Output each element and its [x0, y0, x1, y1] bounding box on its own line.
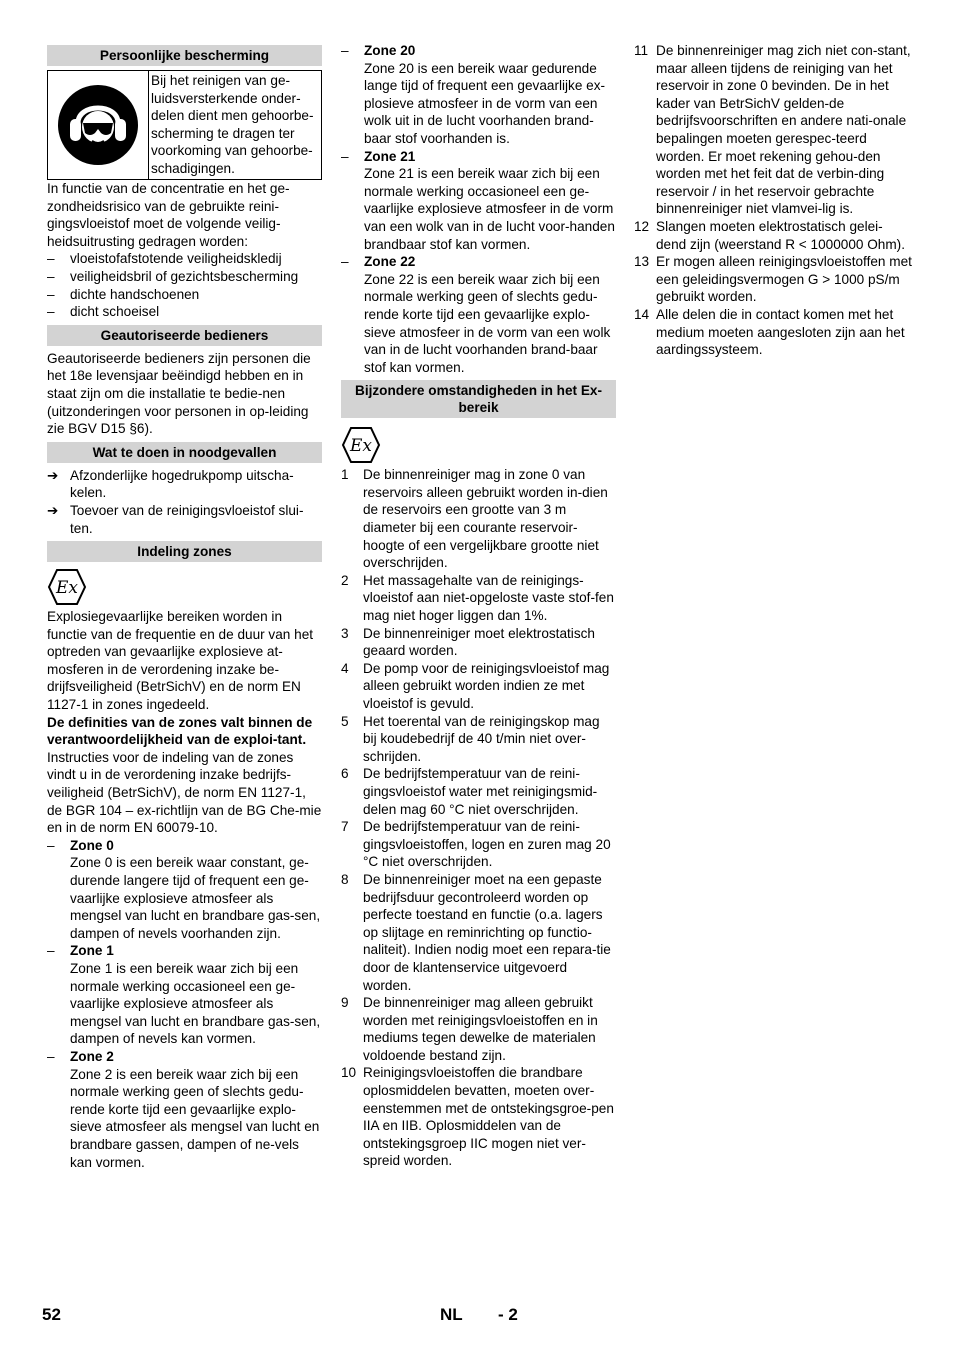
list-item: 6 De bedrijfstemperatuur van de reini-gingsvloeistof water met reinigingsmid-delen mag 60 °C niet overschrijden.: [341, 766, 598, 817]
section-number: - 2: [498, 1305, 518, 1324]
list-item: 8 De binnenreiniger moet na een gepaste bedrijfsduur gecontroleerd worden op perfecte toestand en functie (o.a. lagers op slijtage en reminrichting op functio-naliteit). Indien nodig moet een repara-tie door de klantenservice uitgevoerd worden.: [341, 871, 611, 993]
zone-entry: – Zone 21 Zone 21 is een bereik waar zich bij een normale werking occasioneel een ge-vaarlijke explosieve atmosfeer in de vorm van een wolk van in de lucht voor-handen brandbaar stof kan vormen.: [341, 148, 616, 254]
heading-emergency: Wat te doen in noodgevallen: [47, 442, 322, 463]
list-item: ➔ Toevoer van de reinigingsvloeistof slui-ten.: [47, 502, 304, 536]
column-left: [47, 42, 322, 1171]
heading-operators: Geautoriseerde bedieners: [47, 325, 322, 346]
list-item: 14 Alle delen die in contact komen met het medium moeten aangesloten zijn aan het aardingssysteem.: [634, 306, 905, 358]
zones-bold-text: De definities van de zones valt binnen de verantwoordelijkheid van de exploi-tant.: [47, 714, 313, 748]
heading-protection: Persoonlijke bescherming: [47, 45, 322, 66]
list-item: 5 Het toerental van de reinigingskop mag bij koudebedrijf de 40 t/min niet over-schrijden.: [341, 713, 600, 764]
ex-symbol-icon: [47, 568, 322, 604]
hearing-eye-protection-icon: [48, 71, 149, 179]
list-item: – dichte handschoenen: [47, 286, 322, 304]
list-item: 4 De pomp voor de reinigingsvloeistof mag alleen gebruikt worden indien ze met vloeistof is gevuld.: [341, 660, 610, 711]
zones-instructions: Instructies voor de indeling van de zones vindt u in de verordening inzake bedrijfs-veiligheid (BetrSichV), de norm EN 1127-1, de BGR 104 – ex-richtlijn van de BG Che-mie en in de norm EN 60079-10.: [47, 749, 322, 836]
list-item: 12 Slangen moeten elektrostatisch gelei-dend zijn (weerstand R < 1000000 Ohm).: [634, 218, 905, 252]
operators-text: Geautoriseerde bedieners zijn personen die het 18e levensjaar beëindigd hebben en in staat zijn om die installatie te bedie-nen (uitzonderingen voor personen in op-leiding zie BGV D15 §6).: [47, 350, 311, 437]
protection-intro: In functie van de concentratie en het ge-zondheidsrisico van de gebruikte reini-gingsvloeistof moet de volgende veilig-heidsuitrusting gedragen worden:: [47, 181, 290, 249]
warning-box: [47, 70, 322, 180]
list-item: – vloeistofafstotende veiligheidskledij: [47, 250, 322, 268]
arrow-icon: ➔: [47, 502, 59, 518]
warning-text: Bij het reinigen van ge-luidsversterkende onder-delen dient men gehoorbe-scherming te dragen ter voorkoming van gehoorbe-schadigingen.: [151, 73, 314, 176]
ex-symbol-icon: [341, 426, 616, 462]
zone-entry: – Zone 22 Zone 22 is een bereik waar zich bij een normale werking geen of slechts gedu-rende korte tijd een gevaarlijke explo-sieve atmosfeer in de vorm van een wolk van in de lucht voorhanden brand-baar stof kan vormen.: [341, 253, 616, 376]
list-item: – veiligheidsbril of gezichtsbescherming: [47, 268, 322, 286]
list-item: 9 De binnenreiniger mag alleen gebruikt worden met reinigingsvloeistoffen en in mediums tegen dewelke de materialen voldoende bestand zijn.: [341, 995, 598, 1063]
heading-special-conditions: Bijzondere omstandigheden in het Ex-bereik: [341, 380, 616, 418]
list-item: 2 Het massagehalte van de reinigings-vloeistof aan niet-opgeloste vaste stof-fen mag niet hoger liggen dan 1%.: [341, 572, 614, 624]
column-middle: [341, 42, 616, 1170]
zone-entry: – Zone 0 Zone 0 is een bereik waar constant, ge-durende langere tijd of frequent een ge-vaarlijke explosieve atmosfeer als mengsel van lucht en brandbare gas-sen, dampen of nevels voorhanden zijn.: [47, 837, 322, 943]
column-right: [634, 42, 912, 359]
arrow-icon: ➔: [47, 467, 59, 483]
list-item: 13 Er mogen alleen reinigingsvloeistoffen met een geleidingsvermogen G > 1000 pS/m gebruikt worden.: [634, 254, 912, 305]
svg-text:Ex: Ex: [56, 578, 78, 599]
list-item: 10 Reinigingsvloeistoffen die brandbare oplosmiddelen bevatten, moeten over-eenstemmen met de ontstekingsgroe-pen IIA en IIB. Oplosmiddelen van de ontstekingsgroep IIC mogen niet ver-spreid worden.: [341, 1065, 614, 1169]
zone-entry: – Zone 20 Zone 20 is een bereik waar gedurende lange tijd of frequent een gevaarlijke ex-plosieve atmosfeer in de vorm van een wolk uit in de lucht voorhanden brand-baar stof voorhanden is.: [341, 42, 616, 148]
list-item: 1 De binnenreiniger mag in zone 0 van reservoirs alleen gebruikt worden in-dien de reservoirs een grootte van 3 m diameter bij een courante reservoir-hoogte of een vergelijkbare grootte niet overschrijden.: [341, 467, 608, 571]
svg-text:Ex: Ex: [350, 436, 372, 457]
zone-entry: – Zone 2 Zone 2 is een bereik waar zich bij een normale werking geen of slechts gedu-rende korte tijd een gevaarlijke explo-sieve atmosfeer als mengsel van lucht en brandbare gassen, dampen of ne-vels kan vormen.: [47, 1048, 322, 1171]
list-item: – dicht schoeisel: [47, 303, 322, 321]
list-item: 7 De bedrijfstemperatuur van de reini-gingsvloeistoffen, logen en zuren mag 20 °C niet overschrijden.: [341, 819, 611, 870]
list-item: ➔ Afzonderlijke hogedrukpomp uitscha-kelen.: [47, 467, 294, 501]
heading-zones: Indeling zones: [47, 541, 322, 562]
page-number: 52: [42, 1305, 61, 1324]
zone-entry: – Zone 1 Zone 1 is een bereik waar zich bij een normale werking occasioneel een ge-vaarlijke explosieve atmosfeer als mengsel van lucht en brandbare gas-sen, dampen of nevels kan vormen.: [47, 942, 322, 1048]
list-item: 3 De binnenreiniger moet elektrostatisch geaard worden.: [341, 625, 595, 659]
zones-text: Explosiegevaarlijke bereiken worden in functie van de frequentie en de duur van het optreden van gevaarlijke explosieve at-mosferen in de verordening inzake be-drijfsveiligheid (BetrSichV) en de norm EN 1127-1 in zones ingedeeld.: [47, 609, 314, 713]
language-code: NL: [440, 1305, 463, 1324]
list-item: 11 De binnenreiniger mag zich niet con-stant, maar alleen tijdens de reiniging van het reservoir in zone 0 bevinden. De in het kader van BetrSichV gelden-de bedrijfsvoorschriften en andere nati-onale bepalingen moeten gerespec-teerd worden. Er moet rekening gehou-den worden met het feit dat de verbin-ding reservoir / in het reservoir gebrachte binnenreiniger niet vlamvei-lig is.: [634, 43, 911, 217]
